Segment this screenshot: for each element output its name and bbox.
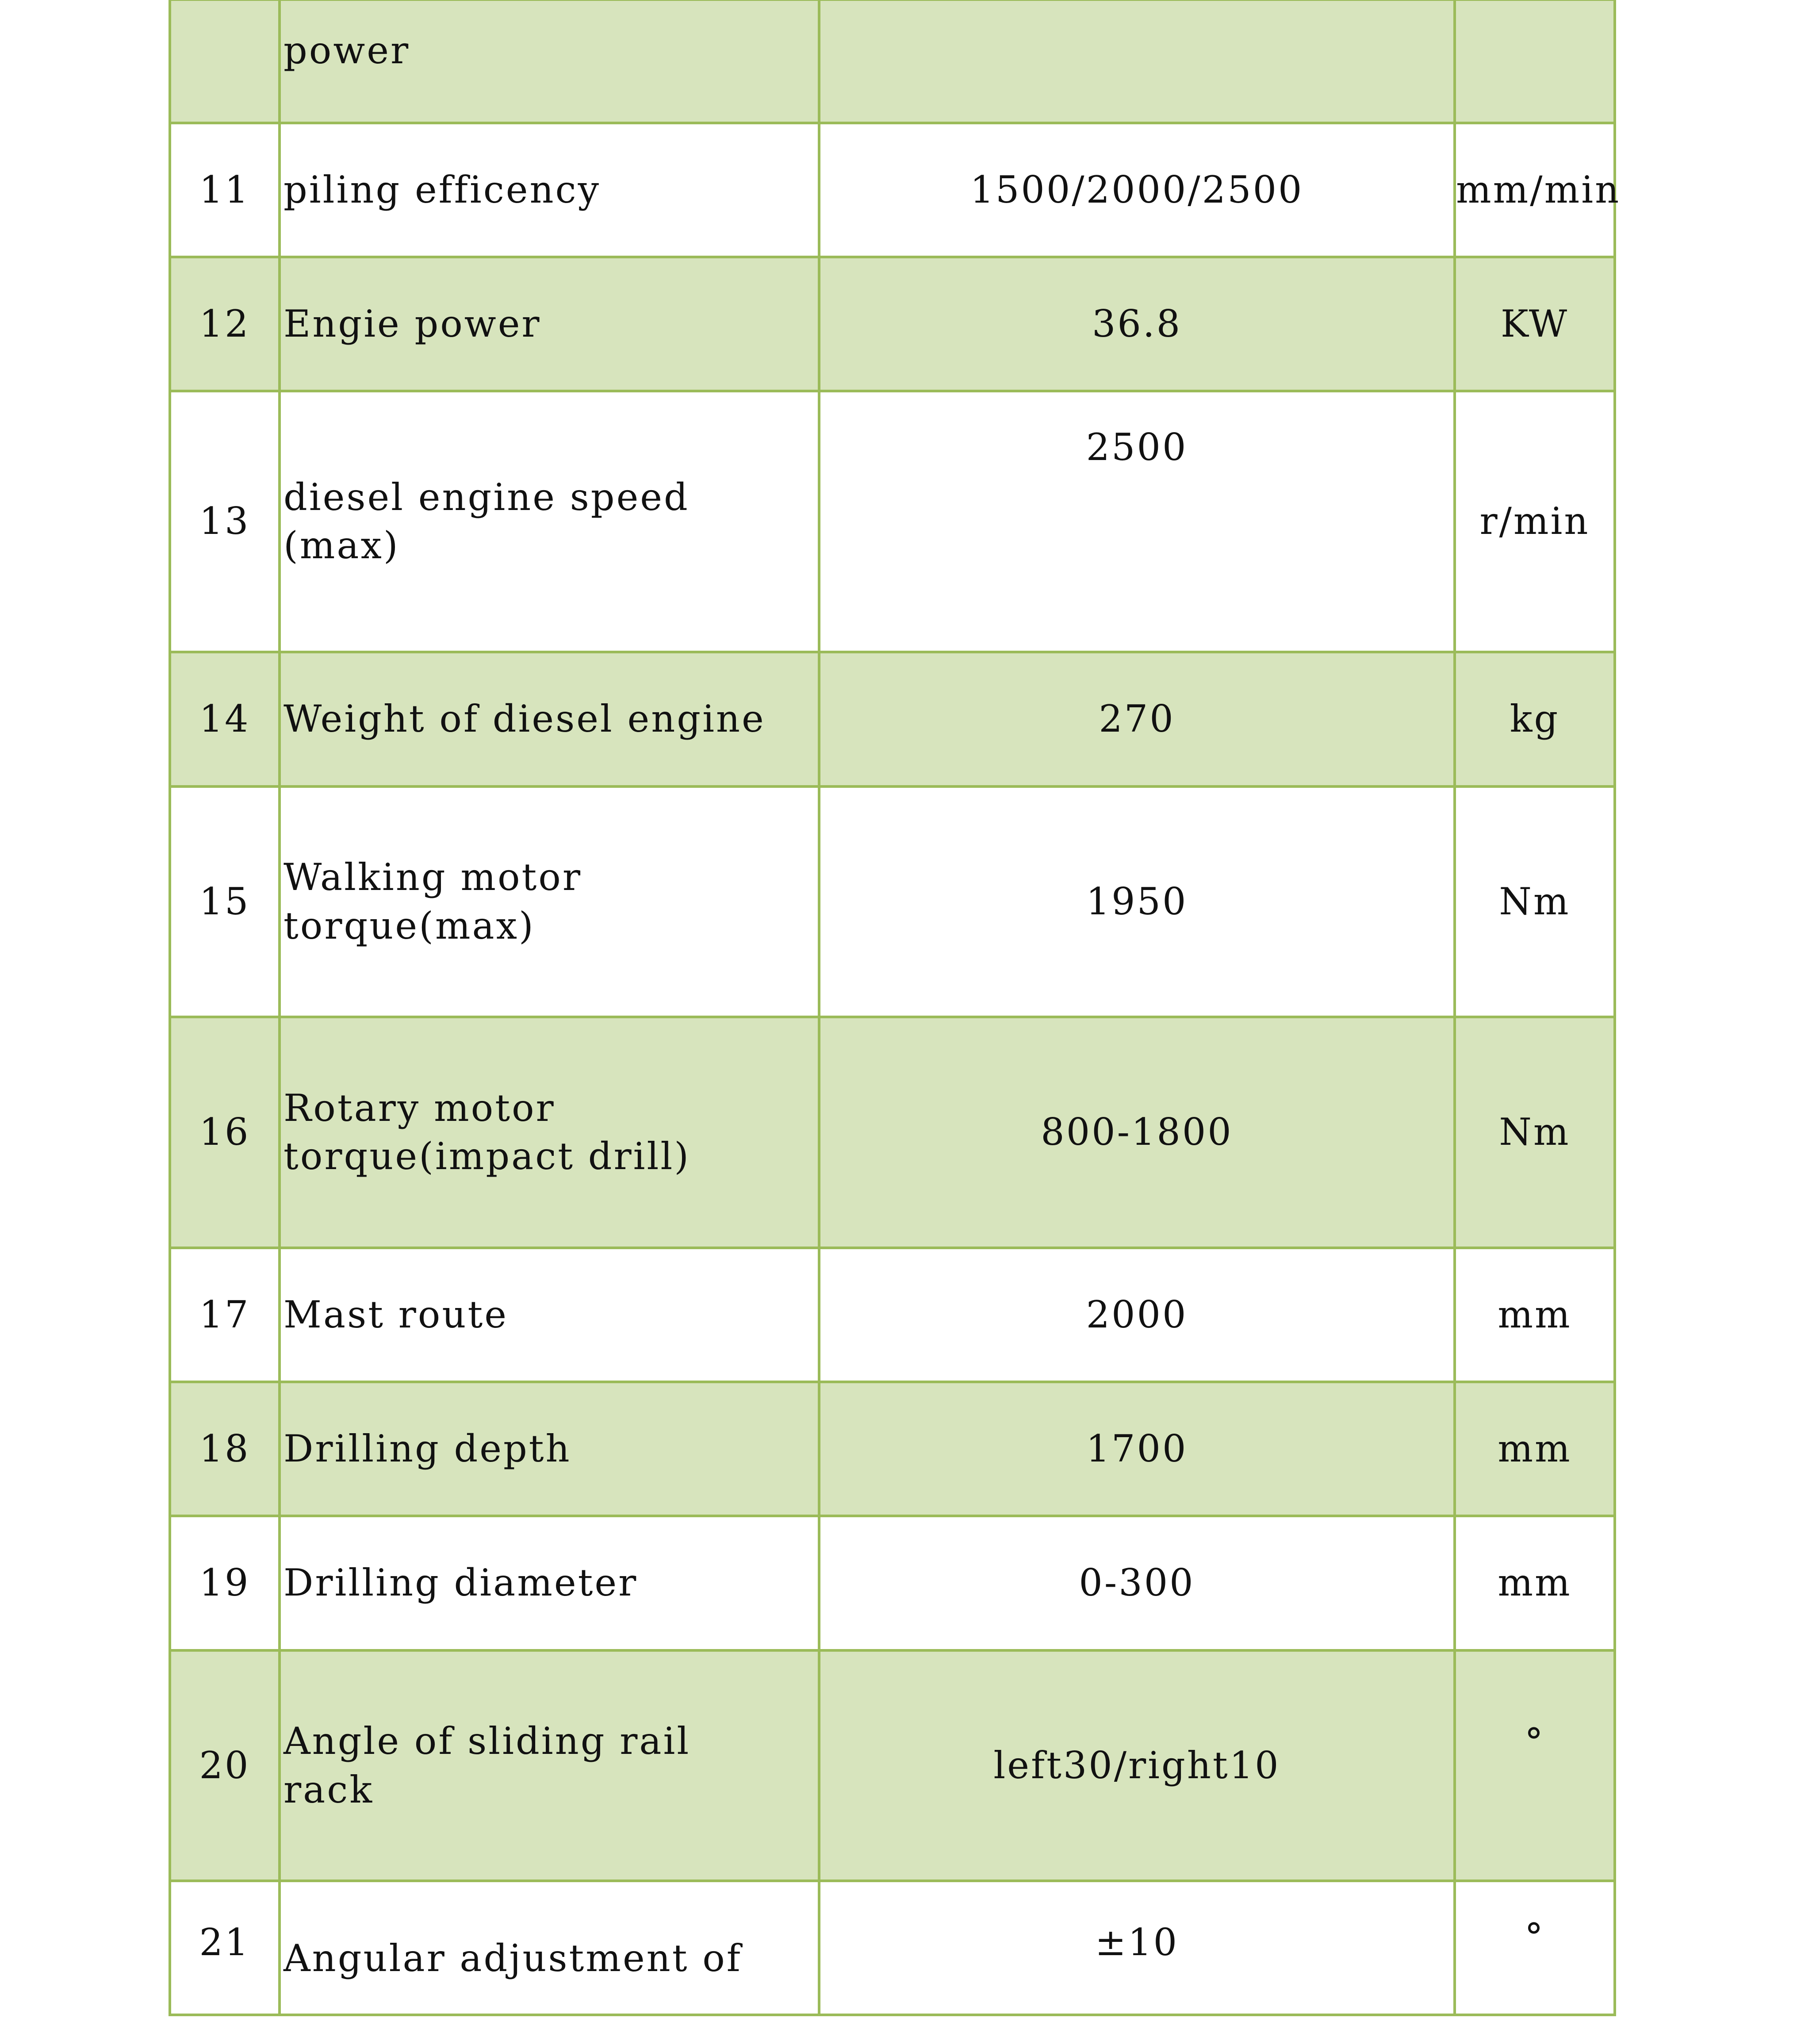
table-row — [170, 1881, 1615, 2015]
parameter-name-line: Angle of sliding rail — [284, 1719, 691, 1763]
parameter-name-line: rack — [284, 1768, 374, 1811]
parameter-name: Engie power — [280, 257, 819, 391]
parameter-name-line: Rotary motor — [284, 1086, 556, 1130]
parameter-name: Drilling depth — [280, 1382, 819, 1516]
parameter-unit: mm — [1455, 1382, 1615, 1516]
parameter-unit: mm — [1455, 1248, 1615, 1382]
parameter-unit: KW — [1455, 257, 1615, 391]
row-number: 18 — [170, 1382, 280, 1516]
parameter-name-line: Walking motor — [284, 855, 582, 899]
parameter-name — [280, 786, 819, 1017]
parameter-unit: mm — [1455, 1516, 1615, 1650]
table-row — [170, 1516, 1615, 1650]
parameter-name: Weight of diesel engine — [280, 652, 819, 786]
row-number: 13 — [170, 391, 280, 652]
parameter-name: Drilling diameter — [280, 1516, 819, 1650]
parameter-value: left30/right10 — [819, 1650, 1455, 1881]
parameter-value: ±10 — [819, 1881, 1455, 2015]
parameter-value: 1500/2000/2500 — [819, 123, 1455, 257]
spec-table — [169, 0, 1621, 2016]
parameter-value — [819, 0, 1455, 123]
row-number: 19 — [170, 1516, 280, 1650]
table-row — [170, 1382, 1615, 1516]
parameter-unit: r/min — [1455, 391, 1615, 652]
parameter-value: 270 — [819, 652, 1455, 786]
parameter-unit: kg — [1455, 652, 1615, 786]
parameter-name-line: torque(max) — [284, 904, 535, 947]
parameter-name-line: torque(impact drill) — [284, 1135, 690, 1178]
parameter-unit: ° — [1455, 1650, 1615, 1881]
table-row — [170, 1017, 1615, 1248]
row-number: 16 — [170, 1017, 280, 1248]
parameter-unit: Nm — [1455, 786, 1615, 1017]
parameter-unit — [1455, 0, 1615, 123]
parameter-unit: mm/min — [1455, 123, 1615, 257]
table-row — [170, 652, 1615, 786]
parameter-name-line: diesel engine speed — [284, 475, 690, 519]
table-row — [170, 0, 1615, 123]
parameter-value: 36.8 — [819, 257, 1455, 391]
row-number: 21 — [170, 1881, 280, 2015]
row-number: 20 — [170, 1650, 280, 1881]
parameter-value: 2500 — [819, 391, 1455, 652]
parameter-unit: Nm — [1455, 1017, 1615, 1248]
parameter-name — [280, 1650, 819, 1881]
table-row — [170, 786, 1615, 1017]
table-row — [170, 257, 1615, 391]
table-row — [170, 123, 1615, 257]
table-row — [170, 1650, 1615, 1881]
parameter-name — [280, 391, 819, 652]
row-number: 14 — [170, 652, 280, 786]
row-number: 15 — [170, 786, 280, 1017]
row-number — [170, 0, 280, 123]
parameter-unit: ° — [1455, 1881, 1615, 2015]
table-row — [170, 391, 1615, 652]
parameter-name: piling efficency — [280, 123, 819, 257]
parameter-value: 0-300 — [819, 1516, 1455, 1650]
parameter-name — [280, 1017, 819, 1248]
parameter-value: 800-1800 — [819, 1017, 1455, 1248]
parameter-name-line: (max) — [284, 524, 400, 567]
parameter-name: Mast route — [280, 1248, 819, 1382]
row-number: 17 — [170, 1248, 280, 1382]
parameter-value: 1700 — [819, 1382, 1455, 1516]
parameter-value: 1950 — [819, 786, 1455, 1017]
parameter-name: power — [280, 0, 819, 123]
parameter-name: Angular adjustment of — [280, 1881, 819, 2015]
table-row — [170, 1248, 1615, 1382]
parameter-value: 2000 — [819, 1248, 1455, 1382]
row-number: 12 — [170, 257, 280, 391]
row-number: 11 — [170, 123, 280, 257]
